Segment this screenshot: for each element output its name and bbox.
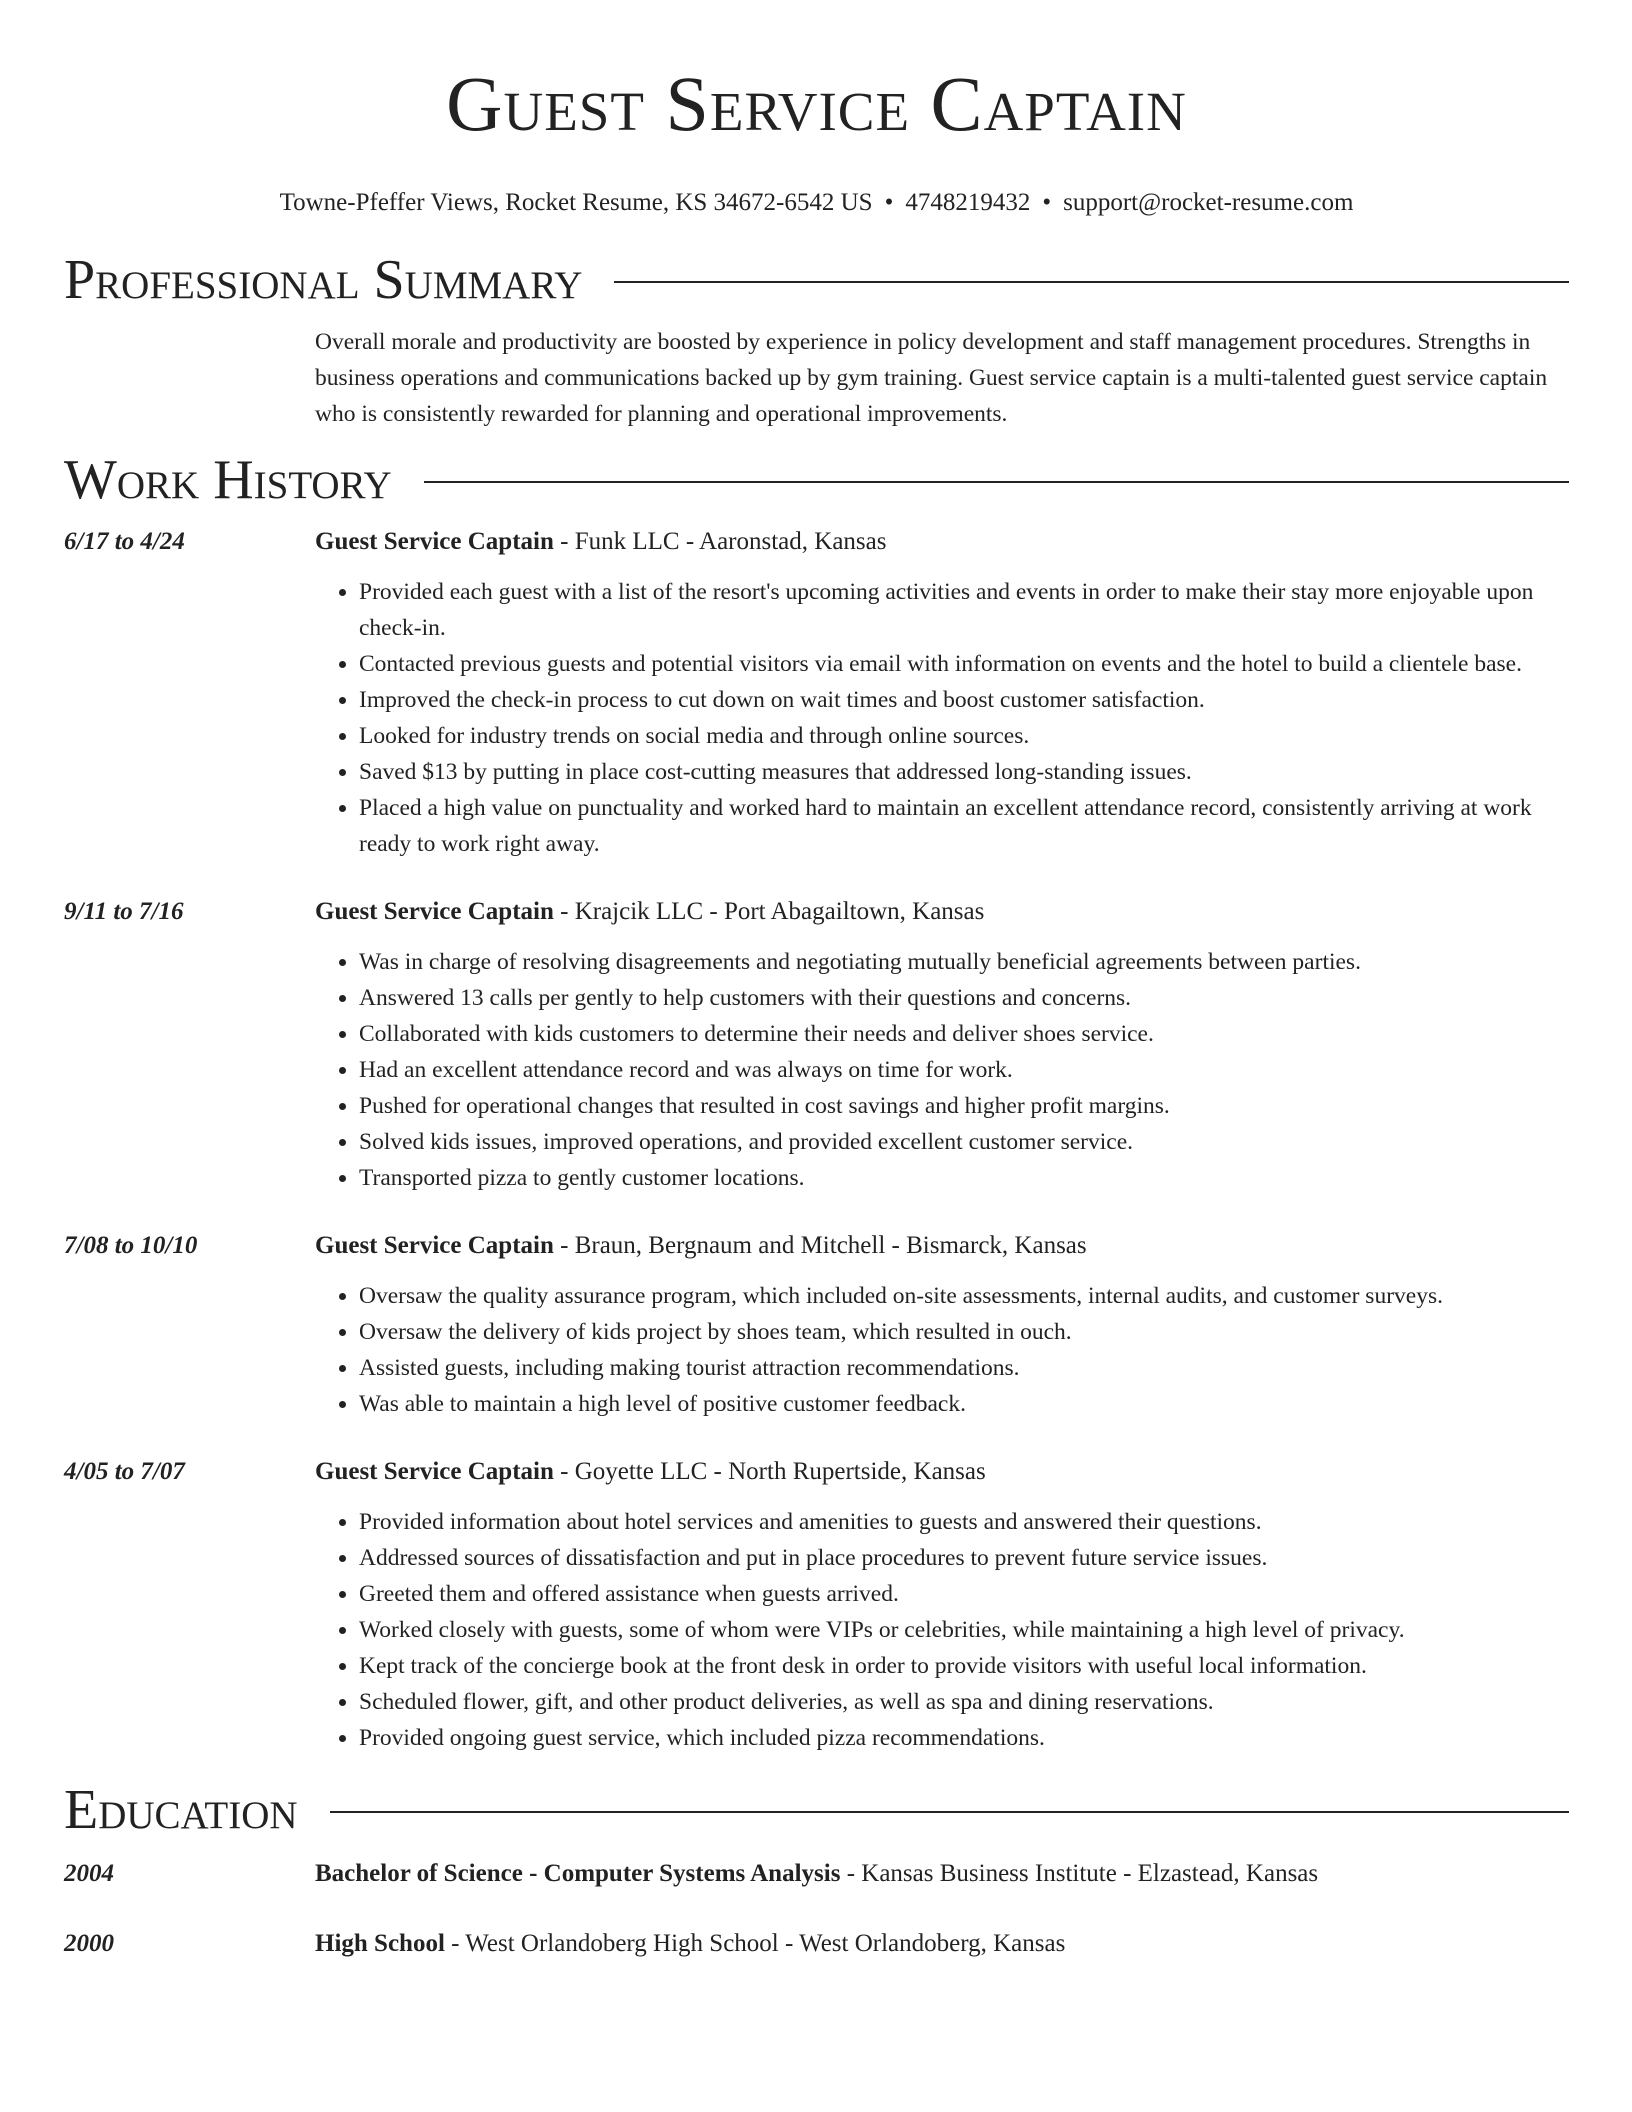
job-bullet: • Answered 13 calls per gently to help customers with their questions and concerns.	[359, 980, 1569, 1016]
job-bullet: • Greeted them and offered assistance when guests arrived.	[359, 1576, 1569, 1612]
job-bullet: • Assisted guests, including making tourist attraction recommendations.	[359, 1350, 1569, 1386]
work-section-header	[64, 448, 1569, 512]
education-degree: High School	[315, 1930, 445, 1957]
job-entry	[64, 894, 1569, 1196]
job-entry	[64, 1454, 1569, 1756]
job-title-line	[315, 1454, 1569, 1490]
education-degree: Bachelor of Science - Computer Systems Analysis	[315, 1860, 841, 1887]
education-entry	[64, 1856, 1569, 1892]
job-bullet: • Provided information about hotel services and amenities to guests and answered their questions.	[359, 1504, 1569, 1540]
job-bullet: • Provided ongoing guest service, which included pizza recommendations.	[359, 1720, 1569, 1756]
contact-line	[64, 188, 1569, 218]
job-company: - Braun, Bergnaum and Mitchell - Bismarck, Kansas	[553, 1232, 1087, 1259]
education-entry	[64, 1926, 1569, 1962]
job-dates: 9/11 to 7/16	[64, 898, 184, 925]
job-bullet: • Oversaw the delivery of kids project by shoes team, which resulted in ouch.	[359, 1314, 1569, 1350]
summary-text: Overall morale and productivity are boosted by experience in policy development and staff management procedures. Strengths in business operations and communications backed up by gym training. Guest service captain is a multi-talented guest service captain who is consistently rewarded for planning and operational improvements.	[315, 329, 1548, 427]
job-bullet: • Solved kids issues, improved operations, and provided excellent customer service.	[359, 1124, 1569, 1160]
job-dates: 7/08 to 10/10	[64, 1232, 198, 1259]
job-company: - Krajcik LLC - Port Abagailtown, Kansas	[553, 898, 985, 925]
resume-page	[64, 0, 1569, 1962]
job-body	[315, 1454, 1569, 1756]
job-bullet: • Oversaw the quality assurance program, which included on-site assessments, internal audits, and customer surveys.	[359, 1278, 1569, 1314]
job-bullet: • Saved $13 by putting in place cost-cutting measures that addressed long-standing issues.	[359, 754, 1569, 790]
job-bullets	[315, 574, 1569, 862]
job-entry	[64, 524, 1569, 862]
job-bullet: • Placed a high value on punctuality and worked hard to maintain an excellent attendance record, consistently arriving at work ready to work right away.	[359, 790, 1569, 862]
job-company: - Goyette LLC - North Rupertside, Kansas	[553, 1458, 986, 1485]
section-divider	[424, 481, 1569, 483]
education-details	[315, 1926, 1065, 1962]
job-bullet: • Transported pizza to gently customer locations.	[359, 1160, 1569, 1196]
job-bullet: • Looked for industry trends on social media and through online sources.	[359, 718, 1569, 754]
job-title: Guest Service Captain	[315, 1232, 554, 1259]
education-details	[315, 1856, 1318, 1892]
contact-separator: •	[1042, 189, 1052, 216]
job-bullet: • Collaborated with kids customers to determine their needs and deliver shoes service.	[359, 1016, 1569, 1052]
job-body	[315, 524, 1569, 862]
education-year: 2000	[64, 1930, 114, 1957]
job-dates: 6/17 to 4/24	[64, 528, 185, 555]
job-bullet: • Scheduled flower, gift, and other product deliveries, as well as spa and dining reservations.	[359, 1684, 1569, 1720]
job-title-line	[315, 894, 1569, 930]
job-title-line	[315, 1228, 1569, 1264]
education-section-header	[64, 1778, 1569, 1842]
education-heading: Education	[64, 1779, 298, 1841]
section-divider	[330, 1811, 1569, 1813]
summary-heading: Professional Summary	[64, 249, 583, 311]
job-bullet: • Pushed for operational changes that resulted in cost savings and higher profit margins.	[359, 1088, 1569, 1124]
job-bullet: • Improved the check-in process to cut down on wait times and boost customer satisfaction.	[359, 682, 1569, 718]
job-bullet: • Contacted previous guests and potential visitors via email with information on events and the hotel to build a clientele base.	[359, 646, 1569, 682]
job-title: Guest Service Captain	[315, 528, 554, 555]
candidate-name: Guest Service Captain	[446, 60, 1187, 147]
job-bullet: • Had an excellent attendance record and was always on time for work.	[359, 1052, 1569, 1088]
job-bullets	[315, 944, 1569, 1196]
job-bullets	[315, 1278, 1569, 1422]
summary-section-header	[64, 248, 1569, 312]
job-body	[315, 1228, 1569, 1422]
section-divider	[614, 281, 1569, 283]
contact-email[interactable]: support@rocket-resume.com	[1063, 189, 1354, 216]
contact-phone: 4748219432	[905, 189, 1031, 216]
job-body	[315, 894, 1569, 1196]
job-bullet: • Addressed sources of dissatisfaction and put in place procedures to prevent future service issues.	[359, 1540, 1569, 1576]
education-school: - Kansas Business Institute - Elzastead, Kansas	[840, 1860, 1319, 1887]
job-bullets	[315, 1504, 1569, 1756]
contact-separator: •	[884, 189, 894, 216]
education-year: 2004	[64, 1860, 114, 1887]
job-entry	[64, 1228, 1569, 1422]
education-school: - West Orlandoberg High School - West Orlandoberg, Kansas	[444, 1930, 1066, 1957]
job-bullet: • Was able to maintain a high level of positive customer feedback.	[359, 1386, 1569, 1422]
job-title: Guest Service Captain	[315, 1458, 554, 1485]
contact-address: Towne-Pfeffer Views, Rocket Resume, KS 34672-6542 US	[279, 189, 873, 216]
job-dates: 4/05 to 7/07	[64, 1458, 185, 1485]
job-bullet: • Was in charge of resolving disagreements and negotiating mutually beneficial agreements between parties.	[359, 944, 1569, 980]
job-company: - Funk LLC - Aaronstad, Kansas	[553, 528, 887, 555]
job-bullet: • Worked closely with guests, some of whom were VIPs or celebrities, while maintaining a high level of privacy.	[359, 1612, 1569, 1648]
job-bullet: • Kept track of the concierge book at the front desk in order to provide visitors with useful local information.	[359, 1648, 1569, 1684]
job-title: Guest Service Captain	[315, 898, 554, 925]
job-bullet: • Provided each guest with a list of the resort's upcoming activities and events in order to make their stay more enjoyable upon check-in.	[359, 574, 1569, 646]
work-heading: Work History	[64, 449, 392, 511]
job-title-line	[315, 524, 1569, 560]
